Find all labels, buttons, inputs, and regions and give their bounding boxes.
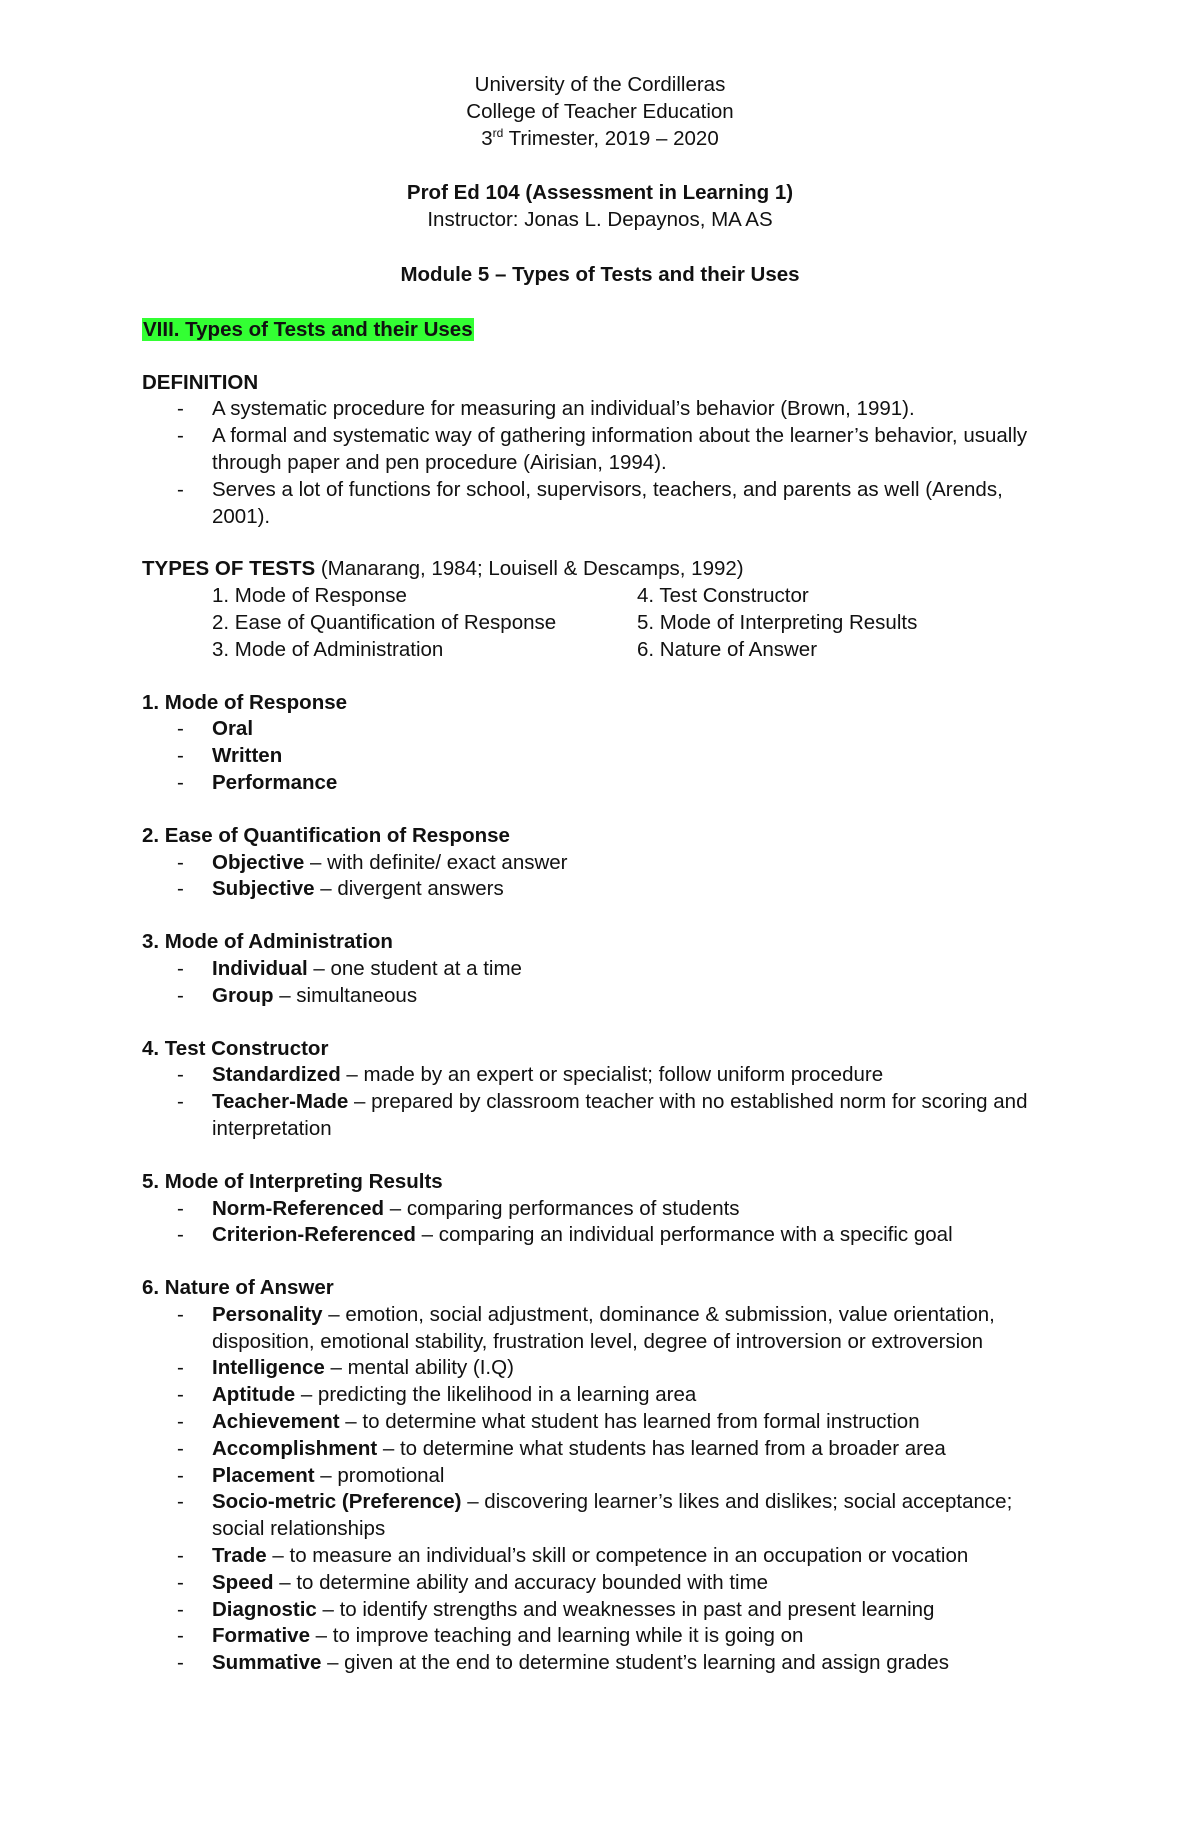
item-description: – mental ability (I.Q) bbox=[324, 1356, 514, 1380]
dash-marker: - bbox=[177, 397, 184, 421]
dash-marker: - bbox=[177, 1597, 184, 1621]
section-title: 3. Mode of Administration bbox=[142, 930, 393, 954]
section-item bbox=[142, 1489, 1058, 1543]
dash-marker: - bbox=[177, 1090, 184, 1114]
test-type-section bbox=[142, 1169, 1058, 1249]
item-description: – emotion, social adjustment, dominance & submission, value orientation, disposition, emotional stability, frustration level, degree of introversion or extroversion bbox=[212, 1302, 995, 1353]
types-source: (Manarang, 1984; Louisell & Descamps, 1992) bbox=[315, 557, 744, 581]
item-term: Achievement bbox=[212, 1410, 340, 1434]
term-rest: Trimester, 2019 – 2020 bbox=[503, 126, 719, 150]
section-item bbox=[142, 1089, 1058, 1143]
item-description: – simultaneous bbox=[273, 983, 418, 1007]
section-item bbox=[142, 1463, 1058, 1490]
document-header bbox=[142, 72, 1058, 289]
section-item bbox=[142, 1543, 1058, 1570]
item-term: Personality bbox=[212, 1302, 323, 1326]
definition-item bbox=[142, 423, 1058, 477]
item-description: – made by an expert or specialist; follow uniform procedure bbox=[340, 1063, 884, 1087]
section-item bbox=[142, 1570, 1058, 1597]
dash-marker: - bbox=[177, 1490, 184, 1514]
section-heading bbox=[142, 317, 1058, 344]
highlighted-heading: VIII. Types of Tests and their Uses bbox=[143, 317, 473, 341]
definition-item bbox=[142, 396, 1058, 423]
item-description: – comparing an individual performance with a specific goal bbox=[415, 1223, 953, 1247]
dash-marker: - bbox=[177, 1383, 184, 1407]
definition-section bbox=[142, 370, 1058, 531]
dash-marker: - bbox=[177, 744, 184, 768]
item-term: Aptitude bbox=[212, 1383, 296, 1407]
section-item bbox=[142, 1302, 1058, 1356]
section-item bbox=[142, 743, 1058, 770]
dash-marker: - bbox=[177, 983, 184, 1007]
section-item-list bbox=[142, 1196, 1058, 1250]
item-term: Subjective bbox=[212, 877, 315, 901]
type-list-item: 5. Mode of Interpreting Results bbox=[637, 610, 918, 634]
item-description: – comparing performances of students bbox=[384, 1196, 740, 1220]
item-term: Standardized bbox=[212, 1063, 341, 1087]
section-title: 4. Test Constructor bbox=[142, 1036, 329, 1060]
dash-marker: - bbox=[177, 1063, 184, 1087]
item-description: – given at the end to determine student’s learning and assign grades bbox=[321, 1651, 949, 1675]
dash-marker: - bbox=[177, 1410, 184, 1434]
definition-list bbox=[142, 396, 1058, 530]
types-title-line bbox=[142, 556, 1058, 583]
dash-marker: - bbox=[177, 956, 184, 980]
section-item bbox=[142, 1597, 1058, 1624]
item-term: Performance bbox=[212, 770, 338, 794]
item-description: – with definite/ exact answer bbox=[304, 850, 568, 874]
university-name: University of the Cordilleras bbox=[474, 73, 726, 96]
section-item-list bbox=[142, 1062, 1058, 1142]
definition-title: DEFINITION bbox=[142, 370, 259, 394]
section-title: 1. Mode of Response bbox=[142, 690, 348, 714]
section-item bbox=[142, 1382, 1058, 1409]
dash-marker: - bbox=[177, 1463, 184, 1487]
item-description: – to improve teaching and learning while it is going on bbox=[309, 1624, 804, 1648]
section-item bbox=[142, 1436, 1058, 1463]
section-title: 6. Nature of Answer bbox=[142, 1276, 334, 1300]
test-type-section bbox=[142, 690, 1058, 797]
section-item bbox=[142, 716, 1058, 743]
section-item bbox=[142, 983, 1058, 1010]
item-term: Socio-metric (Preference) bbox=[212, 1490, 462, 1514]
term-line bbox=[142, 126, 1058, 153]
section-item bbox=[142, 1355, 1058, 1382]
item-term: Summative bbox=[212, 1651, 322, 1675]
item-description: – predicting the likelihood in a learning area bbox=[295, 1383, 697, 1407]
test-type-section bbox=[142, 1275, 1058, 1677]
term-ordinal: 3 bbox=[481, 126, 493, 150]
item-description: – promotional bbox=[314, 1463, 445, 1487]
item-description: – prepared by classroom teacher with no established norm for scoring and interpretation bbox=[212, 1090, 1028, 1140]
dash-marker: - bbox=[177, 1436, 184, 1460]
section-item-list bbox=[142, 1302, 1058, 1677]
section-item bbox=[142, 1650, 1058, 1677]
section-item bbox=[142, 956, 1058, 983]
section-item bbox=[142, 1062, 1058, 1089]
item-term: Trade bbox=[212, 1544, 267, 1568]
dash-marker: - bbox=[177, 1570, 184, 1594]
dash-marker: - bbox=[177, 770, 184, 794]
section-title: 2. Ease of Quantification of Response bbox=[142, 823, 510, 847]
dash-marker: - bbox=[177, 1651, 184, 1675]
item-description: – to determine what student has learned from formal instruction bbox=[339, 1410, 920, 1434]
item-term: Placement bbox=[212, 1463, 315, 1487]
section-item bbox=[142, 850, 1058, 877]
test-type-section bbox=[142, 929, 1058, 1009]
item-term: Diagnostic bbox=[212, 1597, 317, 1621]
item-term: Accomplishment bbox=[212, 1436, 378, 1460]
section-item bbox=[142, 770, 1058, 797]
definition-text: A formal and systematic way of gathering information about the learner’s behavior, usually through paper and pen procedure (Airisian, 1994). bbox=[212, 424, 1028, 474]
type-list-item: 2. Ease of Quantification of Response bbox=[212, 610, 557, 634]
item-description: – divergent answers bbox=[314, 877, 504, 901]
section-item-list bbox=[142, 850, 1058, 904]
item-description: – to measure an individual’s skill or competence in an occupation or vocation bbox=[266, 1544, 969, 1568]
instructor-line: Instructor: Jonas L. Depaynos, MA AS bbox=[427, 208, 773, 232]
section-title: 5. Mode of Interpreting Results bbox=[142, 1169, 443, 1193]
section-item bbox=[142, 1409, 1058, 1436]
section-item bbox=[142, 1623, 1058, 1650]
type-list-item: 1. Mode of Response bbox=[212, 584, 407, 608]
definition-text: Serves a lot of functions for school, supervisors, teachers, and parents as well (Arends, 2001). bbox=[212, 477, 1003, 528]
item-description: – one student at a time bbox=[307, 956, 522, 980]
item-term: Teacher-Made bbox=[212, 1090, 349, 1114]
type-list-item: 3. Mode of Administration bbox=[212, 637, 444, 661]
dash-marker: - bbox=[177, 424, 184, 448]
section-item bbox=[142, 876, 1058, 903]
item-term: Individual bbox=[212, 956, 308, 980]
item-term: Oral bbox=[212, 717, 254, 741]
test-type-section bbox=[142, 1036, 1058, 1143]
types-list bbox=[212, 583, 1058, 663]
dash-marker: - bbox=[177, 717, 184, 741]
type-list-item: 6. Nature of Answer bbox=[637, 637, 818, 661]
dash-marker: - bbox=[177, 1356, 184, 1380]
module-title: Module 5 – Types of Tests and their Uses bbox=[400, 262, 800, 286]
item-term: Criterion-Referenced bbox=[212, 1223, 416, 1247]
dash-marker: - bbox=[177, 1196, 184, 1220]
test-type-section bbox=[142, 823, 1058, 903]
item-term: Objective bbox=[212, 850, 305, 874]
item-term: Formative bbox=[212, 1624, 310, 1648]
dash-marker: - bbox=[177, 1544, 184, 1568]
section-item bbox=[142, 1222, 1058, 1249]
item-term: Norm-Referenced bbox=[212, 1196, 385, 1220]
dash-marker: - bbox=[177, 1624, 184, 1648]
course-title: Prof Ed 104 (Assessment in Learning 1) bbox=[406, 181, 794, 205]
item-description: – to identify strengths and weaknesses in past and present learning bbox=[316, 1597, 935, 1621]
section-item bbox=[142, 1196, 1058, 1223]
types-section bbox=[142, 556, 1058, 663]
item-term: Speed bbox=[212, 1570, 274, 1594]
definition-text: A systematic procedure for measuring an individual’s behavior (Brown, 1991). bbox=[212, 397, 915, 421]
dash-marker: - bbox=[177, 877, 184, 901]
section-item-list bbox=[142, 716, 1058, 796]
type-list-item: 4. Test Constructor bbox=[637, 584, 809, 608]
term-suffix: rd bbox=[492, 125, 504, 140]
dash-marker: - bbox=[177, 477, 184, 501]
item-term: Group bbox=[212, 983, 274, 1007]
definition-item bbox=[142, 477, 1058, 531]
dash-marker: - bbox=[177, 1302, 184, 1326]
item-description: – to determine ability and accuracy bounded with time bbox=[273, 1570, 769, 1594]
dash-marker: - bbox=[177, 850, 184, 874]
item-term: Intelligence bbox=[212, 1356, 325, 1380]
item-term: Written bbox=[212, 744, 283, 768]
section-item-list bbox=[142, 956, 1058, 1010]
college-name: College of Teacher Education bbox=[466, 99, 734, 123]
item-description: – to determine what students has learned from a broader area bbox=[377, 1436, 946, 1460]
types-title: TYPES OF TESTS bbox=[142, 557, 316, 581]
dash-marker: - bbox=[177, 1223, 184, 1247]
item-description: – discovering learner’s likes and dislikes; social acceptance; social relationships bbox=[212, 1490, 1013, 1541]
test-type-sections bbox=[142, 664, 1058, 1678]
